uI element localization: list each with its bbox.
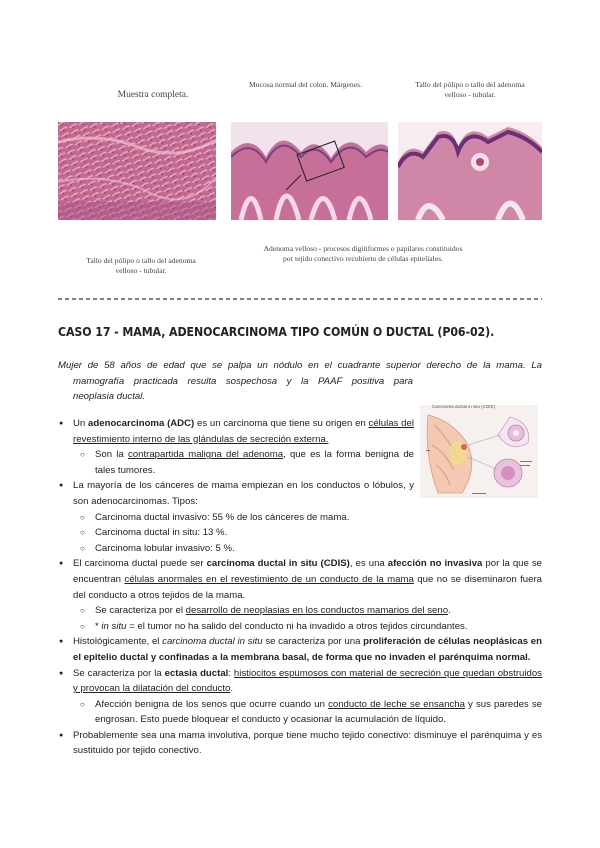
caption-polyp-stalk-bottom: Tallo del pólipo o tallo del adenoma velloso - tubular. — [86, 256, 196, 275]
bullet-breast-cancers: ● La mayoría de los cánceres de mama empiezan en los conductos o lóbulos, y son adenocarcinomas. Tipos: — [58, 478, 542, 509]
caption-normal-mucosa: Mucosa normal del colon. Márgenes. — [249, 80, 362, 89]
underlined-text: células anormales en el revestimiento de un conducto de la mama — [124, 573, 414, 585]
bold-term: afección no invasiva — [387, 558, 483, 570]
italic-term: carcinoma ductal in situ — [162, 636, 263, 648]
text: . — [448, 605, 451, 617]
text: Afección benigna de los senos que ocurre cuando un — [95, 698, 329, 710]
text: se caracteriza por una — [262, 636, 364, 648]
text: Son la — [95, 449, 128, 461]
subbullet-type-3: ○ Carcinoma lobular invasivo: 5 %. — [58, 541, 542, 557]
caption-polyp-stalk-top: Tallo del pólipo o tallo del adenoma velloso - tubular. — [415, 80, 525, 99]
histology-image-polyp-stalk — [398, 122, 542, 220]
text: * — [95, 620, 102, 632]
bold-term: carcinoma ductal in situ (CDIS) — [206, 558, 350, 570]
text: , es una — [349, 558, 388, 570]
text: es un carcinoma que tiene su origen en — [194, 418, 369, 429]
underlined-text: contrapartida maligna del adenoma — [127, 449, 284, 461]
caption-whole-sample: Muestra completa. — [117, 90, 189, 100]
text: que no se diseminaron fuera del conducto a otros tejidos de la mama. — [73, 573, 543, 601]
text: y sus paredes se engrosan. Esto puede bloquear el conducto y ocasionar la acumulación de líquido. — [95, 698, 543, 726]
intro-line-1: Mujer de 58 años de edad que se palpa un nódulo en el cuadrante superior derecho de la mama. La — [58, 360, 542, 371]
case-title: CASO 17 - MAMA, ADENOCARCINOMA TIPO COMÚN O DUCTAL (P06-02). — [58, 325, 495, 340]
case-body — [58, 416, 542, 759]
subbullet-malignant-counterpart — [58, 447, 542, 478]
case-intro — [58, 358, 542, 405]
italic-term: in situ — [101, 620, 127, 632]
text: El carcinoma ductal puede ser — [73, 558, 207, 570]
underlined-text: histiocitos espumosos con material de secreción que quedan obstruidos y provocan la dilatación del conducto — [73, 667, 542, 695]
section-divider — [58, 298, 542, 300]
subbullet-benign-condition — [58, 697, 542, 728]
text: Se caracteriza por el — [95, 605, 186, 617]
bullet-ectasia — [58, 666, 542, 697]
text: Histológicamente, el — [73, 636, 163, 648]
diagram-label: Carcinoma ductal in situ (CDIS) — [432, 405, 496, 409]
text: Un — [73, 418, 89, 429]
bullet-histology — [58, 634, 542, 665]
bold-term: ectasia ductal — [164, 667, 229, 679]
text: por la que se encuentran — [73, 558, 542, 585]
text: : — [228, 667, 234, 679]
subbullet-neoplasia-ducts — [58, 603, 542, 619]
bold-term: adenocarcinoma (ADC) — [88, 418, 195, 429]
bullet-cdis — [58, 556, 542, 603]
subbullet-in-situ — [58, 619, 542, 635]
bullet-adc — [58, 416, 542, 447]
subbullet-type-2: ○ Carcinoma ductal in situ: 13 %. — [58, 525, 542, 541]
underlined-text: desarrollo de neoplasias en los conductos mamarios del seno — [185, 605, 449, 617]
histology-image-whole-sample — [58, 122, 216, 220]
intro-line-2: mamografía practicada resulta sospechosa y la PAAF positiva para — [73, 375, 413, 387]
subbullet-type-1: ○ Carcinoma ductal invasivo: 55 % de los cánceres de mama. — [58, 510, 542, 526]
bullet-involutive: ● Probablemente sea una mama involutiva, porque tiene mucho tejido conectivo: disminuye el parénquima y es sustituido por tejido conectivo. — [58, 728, 542, 759]
text: = el tumor no ha salido del conducto ni ha invadido a otros tejidos circundantes. — [126, 620, 468, 632]
histology-image-normal-mucosa — [231, 122, 388, 220]
text: , que es la forma benigna de tales tumores. — [95, 449, 414, 476]
text: . — [230, 683, 234, 695]
underlined-text: células del revestimiento interno de las glándulas de secreción externa. — [73, 418, 414, 445]
caption-villous-adenoma: Adenoma velloso - procesos digitiformes o papilares constituidos por tejido conectivo recubierto de células epiteliales. — [263, 244, 463, 263]
underlined-text: conducto de leche se ensancha — [328, 698, 465, 710]
intro-line-3: neoplasia ductal. — [73, 391, 146, 402]
text: Se caracteriza por la — [73, 667, 165, 679]
bold-term: proliferación de células neoplásicas en el epitelio ductal y confinadas a la membrana basal, de forma que no invaden el parénquima normal. — [73, 636, 542, 663]
